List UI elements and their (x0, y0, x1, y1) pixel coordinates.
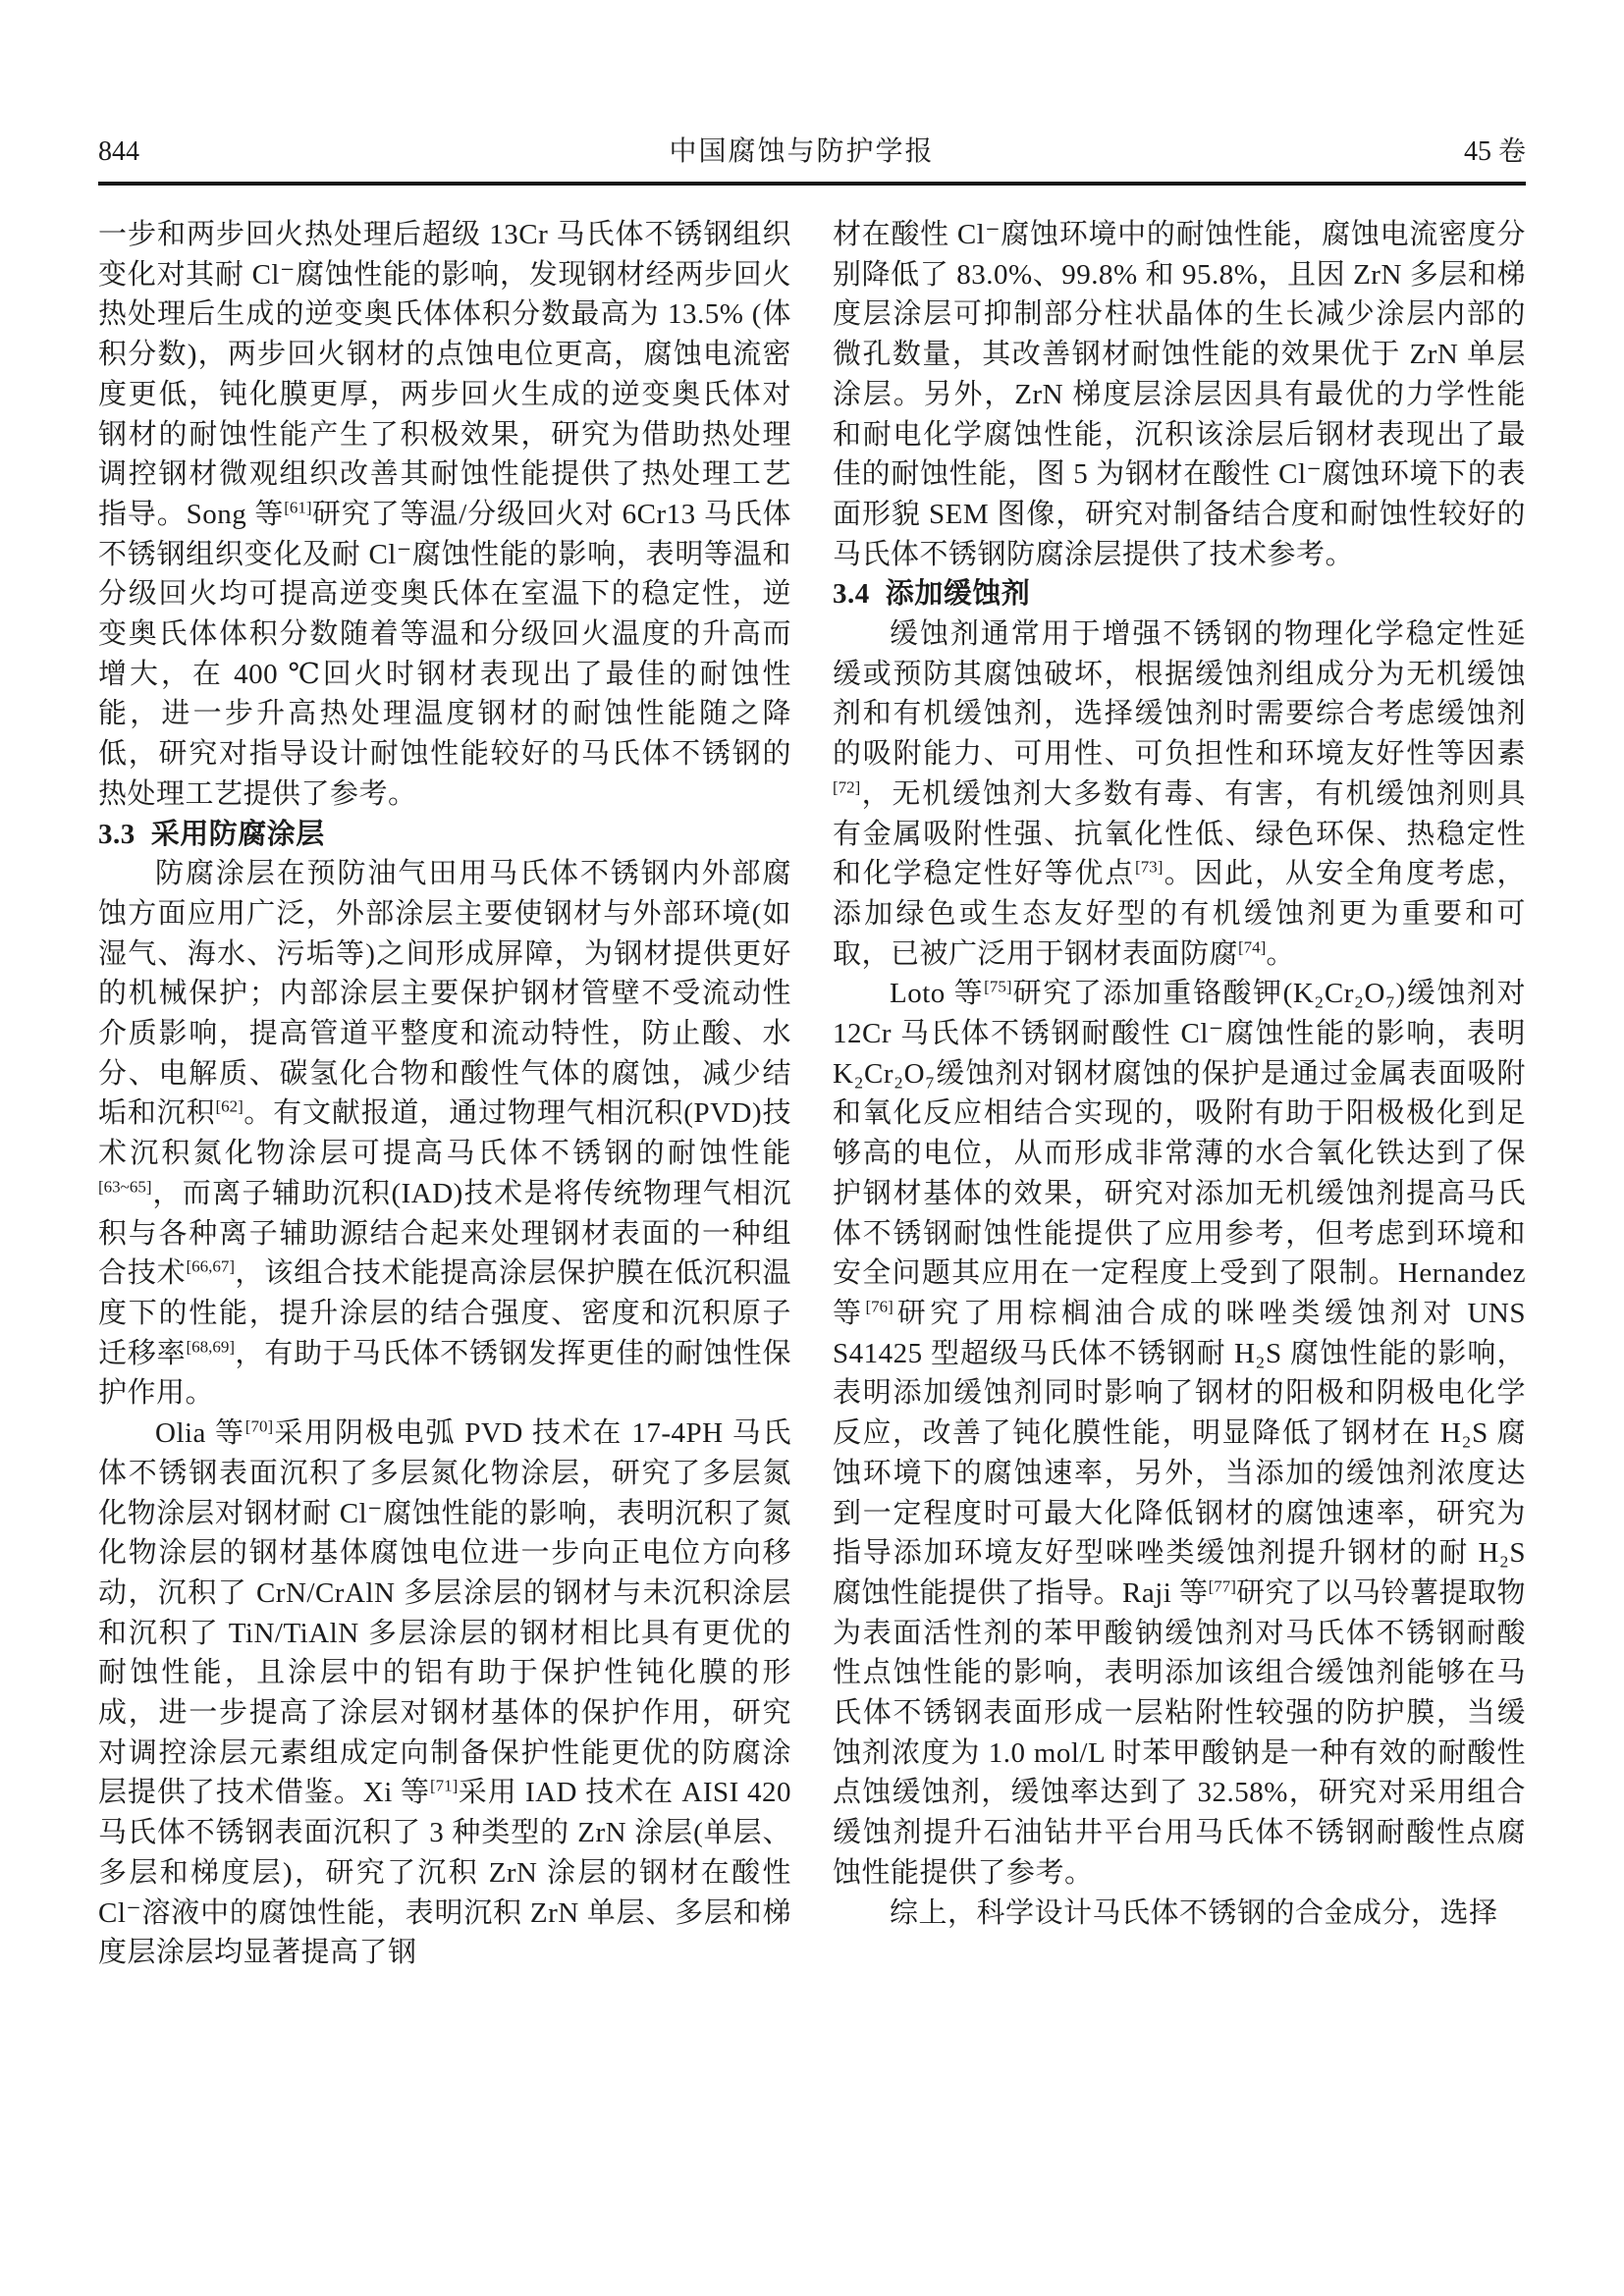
text-run: 研究了用棕榈油合成的咪唑类缓蚀剂对 UNS S41425 型超级马氏体不锈钢耐 H₂S 腐蚀性能的影响，表明添加缓蚀剂同时影响了钢材的阳极和阴极电化学反应，改善了钝化膜性能，明显降低了钢材在 H₂S 腐蚀环境下的腐蚀速率，另外，当添加的缓蚀剂浓度达到一定程度时可最大化降低钢材的腐蚀速率，研究为指导添加环境友好型咪唑类缓蚀剂提升钢材的耐 H₂S 腐蚀性能提供了指导。Raji 等 (833, 1297, 1526, 1609)
reference-superscript: [68,69] (186, 1337, 236, 1357)
right-column (833, 215, 1526, 1973)
reference-superscript: [63~65] (98, 1177, 152, 1197)
text-run: 研究了以马铃薯提取物为表面活性剂的苯甲酸钠缓蚀剂对马氏体不锈钢耐酸性点蚀性能的影响，表明添加该组合缓蚀剂能够在马氏体不锈钢表面形成一层粘附性较强的防护膜，当缓蚀剂浓度为 1.0 mol/L 时苯甲酸钠是一种有效的耐酸性点蚀缓蚀剂，缓蚀率达到了 32.58%，研究对采用组合缓蚀剂提升石油钻井平台用马氏体不锈钢耐酸性点腐蚀性能提供了参考。 (833, 1576, 1526, 1889)
text-run: ，有助于马氏体不锈钢发挥更佳的耐蚀性保护作用。 (98, 1337, 791, 1410)
text-run: ，而离子辅助沉积(IAD)技术是将传统物理气相沉积与各种离子辅助源结合起来处理钢材表面的一种组合技术 (98, 1177, 791, 1290)
text-run: 材在酸性 Cl⁻腐蚀环境中的耐蚀性能，腐蚀电流密度分别降低了 83.0%、99.8% 和 95.8%，且因 ZrN 多层和梯度层涂层可抑制部分柱状晶体的生长减少涂层内部的微孔数量，其改善钢材耐蚀性能的效果优于 ZrN 单层涂层。另外，ZrN 梯度层涂层因具有最优的力学性能和耐电化学腐蚀性能，沉积该涂层后钢材表现出了最佳的耐蚀性能，图 5 为钢材在酸性 Cl⁻腐蚀环境下的表面形貌 SEM 图像，研究对制备结合度和耐蚀性较好的马氏体不锈钢防腐涂层提供了技术参考。 (833, 219, 1526, 570)
text-run: 缓蚀剂通常用于增强不锈钢的物理化学稳定性延缓或预防其腐蚀破坏，根据缓蚀剂组成分为无机缓蚀剂和有机缓蚀剂，选择缓蚀剂时需要综合考虑缓蚀剂的吸附能力、可用性、可负担性和环境友好性等因素 (833, 618, 1526, 771)
paragraph (98, 215, 791, 815)
section-number: 3.3 (98, 818, 135, 850)
text-run: 研究了等温/分级回火对 6Cr13 马氏体不锈钢组织变化及耐 Cl⁻腐蚀性能的影响，表明等温和分级回火均可提高逆变奥氏体在室温下的稳定性，逆变奥氏体体积分数随着等温和分级回火温度的升高而增大，在 400 ℃回火时钢材表现出了最佳的耐蚀性能，进一步升高热处理温度钢材的耐蚀性能随之降低，研究对指导设计耐蚀性能较好的马氏体不锈钢的热处理工艺提供了参考。 (98, 498, 791, 810)
paragraph (833, 215, 1526, 574)
text-run: 研究了添加重铬酸钾(K₂Cr₂O₇)缓蚀剂对 12Cr 马氏体不锈钢耐酸性 Cl⁻腐蚀性能的影响，表明 K₂Cr₂O₇缓蚀剂对钢材腐蚀的保护是通过金属表面吸附和氧化反应相结合实现的，吸附有助于阳极极化到足够高的电位，从而形成非常薄的水合氧化铁达到了保护钢材基体的效果，研究对添加无机缓蚀剂提高马氏体不锈钢耐蚀性能提供了应用参考，但考虑到环境和安全问题其应用在一定程度上受到了限制。Hernandez 等 (833, 978, 1526, 1329)
text-run: Olia 等 (155, 1417, 245, 1450)
section-title: 采用防腐涂层 (150, 818, 325, 850)
reference-superscript: [70] (244, 1416, 274, 1436)
text-run: Loto 等 (890, 978, 985, 1010)
paragraph (98, 1414, 791, 1973)
article-body (98, 215, 1526, 1973)
text-run: 。有文献报道，通过物理气相沉积(PVD)技术沉积氮化物涂层可提高马氏体不锈钢的耐蚀性能 (98, 1097, 791, 1170)
section-title: 添加缓蚀剂 (885, 578, 1031, 611)
text-run: 一步和两步回火热处理后超级 13Cr 马氏体不锈钢组织变化对其耐 Cl⁻腐蚀性能的影响，发现钢材经两步回火热处理后生成的逆变奥氏体体积分数最高为 13.5% (体积分数)，两步回火钢材的点蚀电位更高，腐蚀电流密度更低，钝化膜更厚，两步回火生成的逆变奥氏体对钢材的耐蚀性能产生了积极效果，研究为借助热处理调控钢材微观组织改善其耐蚀性能提供了热处理工艺指导。Song 等 (98, 219, 791, 530)
paragraph (833, 1894, 1526, 1934)
section-heading (98, 815, 791, 855)
journal-title: 中国腐蚀与防护学报 (669, 136, 935, 167)
paragraph (98, 854, 791, 1414)
reference-superscript: [61] (284, 498, 312, 517)
reference-superscript: [62] (215, 1096, 244, 1116)
text-run: 综上，科学设计马氏体不锈钢的合金成分，选择 (890, 1896, 1498, 1929)
left-column (98, 215, 791, 1973)
reference-superscript: [76] (865, 1297, 893, 1316)
text-run: 采用 IAD 技术在 AISI 420 马氏体不锈钢表面沉积了 3 种类型的 ZrN 涂层(单层、多层和梯度层)，研究了沉积 ZrN 涂层的钢材在酸性 Cl⁻溶液中的腐蚀性能，表明沉积 ZrN 单层、多层和梯度层涂层均显著提高了钢 (98, 1777, 791, 1969)
reference-superscript: [75] (984, 977, 1012, 996)
reference-superscript: [71] (429, 1776, 459, 1795)
reference-superscript: [73] (1135, 857, 1164, 877)
reference-superscript: [66,67] (186, 1256, 236, 1276)
reference-superscript: [77] (1208, 1576, 1236, 1596)
text-run: 。因此，从安全角度考虑，添加绿色或生态友好型的有机缓蚀剂更为重要和可取，已被广泛用于钢材表面防腐 (833, 858, 1526, 970)
text-run: 。 (1266, 937, 1295, 970)
page-header (98, 135, 1526, 169)
volume-label: 45 卷 (1463, 136, 1526, 167)
header-rule (98, 182, 1526, 186)
paragraph (833, 614, 1526, 974)
reference-superscript: [74] (1238, 937, 1267, 956)
section-number: 3.4 (833, 578, 870, 611)
text-run: ，该组合技术能提高涂层保护膜在低沉积温度下的性能，提升涂层的结合强度、密度和沉积原子迁移率 (98, 1257, 791, 1369)
text-run: 采用阴极电弧 PVD 技术在 17-4PH 马氏体不锈钢表面沉积了多层氮化物涂层，研究了多层氮化物涂层对钢材耐 Cl⁻腐蚀性能的影响，表明沉积了氮化物涂层的钢材基体腐蚀电位进一步向正电位方向移动，沉积了 CrN/CrAlN 多层涂层的钢材与未沉积涂层和沉积了 TiN/TiAlN 多层涂层的钢材相比具有更优的耐蚀性能，且涂层中的铝有助于保护性钝化膜的形成，进一步提高了涂层对钢材基体的保护作用，研究对调控涂层元素组成定向制备保护性能更优的防腐涂层提供了技术借鉴。Xi 等 (98, 1417, 791, 1809)
text-run: 防腐涂层在预防油气田用马氏体不锈钢内外部腐蚀方面应用广泛，外部涂层主要使钢材与外部环境(如湿气、海水、污垢等)之间形成屏障，为钢材提供更好的机械保护；内部涂层主要保护钢材管壁不受流动性介质影响，提高管道平整度和流动特性，防止酸、水分、电解质、碳氢化合物和酸性气体的腐蚀，减少结垢和沉积 (98, 858, 791, 1130)
section-heading (833, 574, 1526, 614)
page-number: 844 (98, 136, 139, 167)
paragraph (833, 974, 1526, 1893)
reference-superscript: [72] (833, 777, 861, 797)
text-run: ，无机缓蚀剂大多数有毒、有害，有机缓蚀剂则具有金属吸附性强、抗氧化性低、绿色环保、热稳定性和化学稳定性好等优点 (833, 777, 1526, 890)
